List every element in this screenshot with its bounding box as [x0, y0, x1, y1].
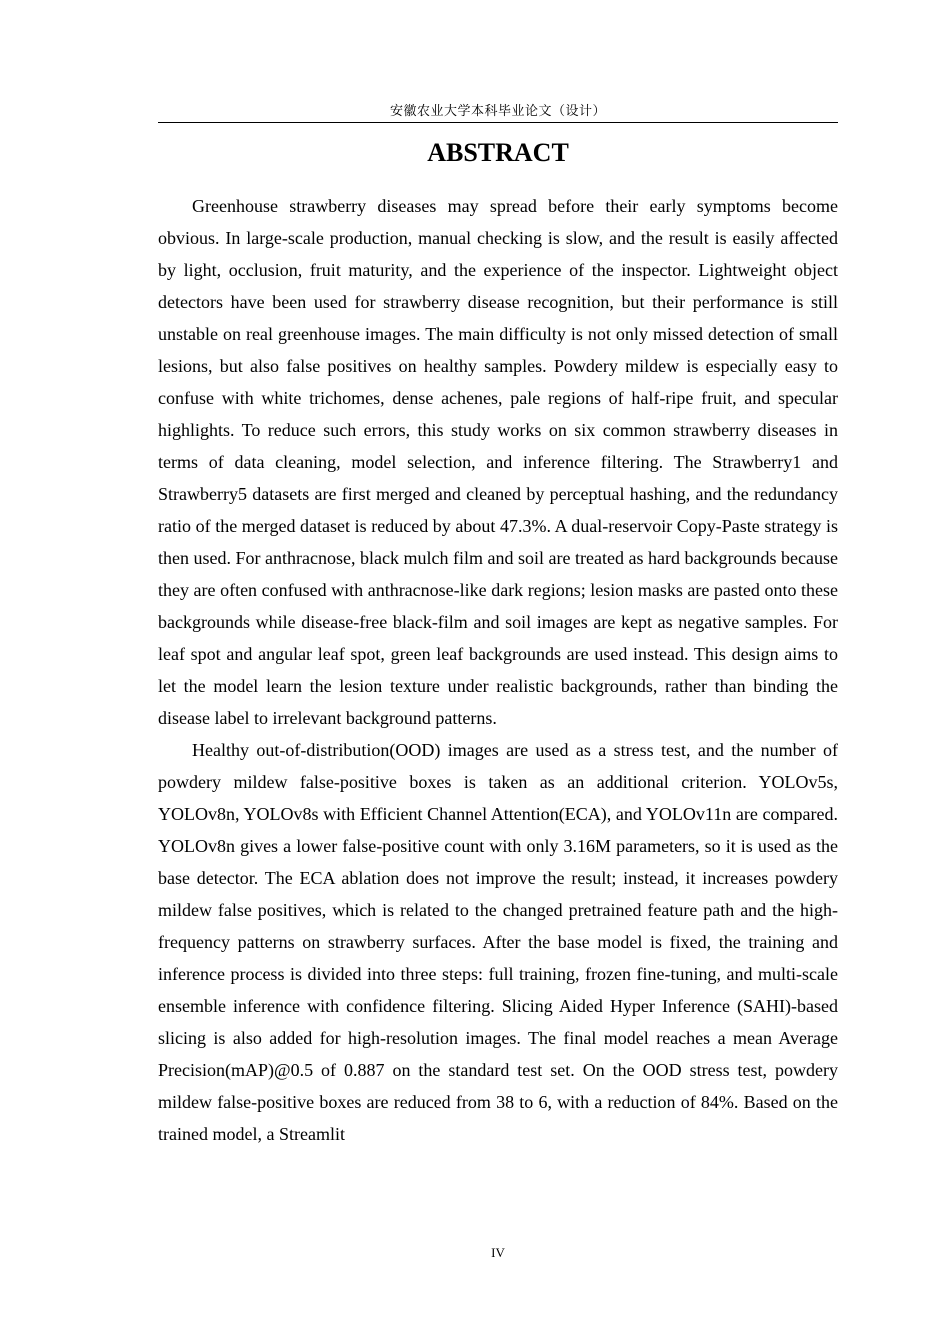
abstract-body [158, 190, 838, 1150]
abstract-title: ABSTRACT [427, 138, 569, 167]
running-header: 安徽农业大学本科毕业论文（设计） [389, 104, 606, 119]
abstract-paragraph-1: Greenhouse strawberry diseases may spread before their early symptoms become obvious. In large-scale production, manual checking is slow, and the result is easily affected by light, occlusion, fruit maturity, and the experience of the inspector. Lightweight object detectors have been used for strawberry disease recognition, but their performance is still unstable on real greenhouse images. The main difficulty is not only missed detection of small lesions, but also false positives on healthy samples. Powdery mildew is especially easy to confuse with white trichomes, dense achenes, pale regions of half-ripe fruit, and specular highlights. To reduce such errors, this study works on six common strawberry diseases in terms of data cleaning, model selection, and inference filtering. The Strawberry1 and Strawberry5 datasets are first merged and cleaned by perceptual hashing, and the redundancy ratio of the merged dataset is reduced by about 47.3%. A dual-reservoir Copy-Paste strategy is then used. For anthracnose, black mulch film and soil are treated as hard backgrounds because they are often confused with anthracnose-like dark regions; lesion masks are pasted onto these backgrounds while disease-free black-film and soil images are kept as negative samples. For leaf spot and angular leaf spot, green leaf backgrounds are used instead. This design aims to let the model learn the lesion texture under realistic backgrounds, rather than binding the disease label to irrelevant background patterns. [158, 196, 838, 728]
abstract-paragraph-2: Healthy out-of-distribution(OOD) images are used as a stress test, and the number of powdery mildew false-positive boxes is taken as an additional criterion. YOLOv5s, YOLOv8n, YOLOv8s with Efficient Channel Attention(ECA), and YOLOv11n are compared. YOLOv8n gives a lower false-positive count with only 3.16M parameters, so it is used as the base detector. The ECA ablation does not improve the result; instead, it increases powdery mildew false positives, which is related to the changed pretrained feature path and the high-frequency patterns on strawberry surfaces. After the base model is fixed, the training and inference process is divided into three steps: full training, frozen fine-tuning, and multi-scale ensemble inference with confidence filtering. Slicing Aided Hyper Inference (SAHI)-based slicing is also added for high-resolution images. The final model reaches a mean Average Precision(mAP)@0.5 of 0.887 on the standard test set. On the OOD stress test, powdery mildew false-positive boxes are reduced from 38 to 6, with a reduction of 84%. Based on the trained model, a Streamlit [158, 740, 838, 1144]
page-number: IV [491, 1245, 505, 1260]
header-divider [158, 122, 838, 123]
